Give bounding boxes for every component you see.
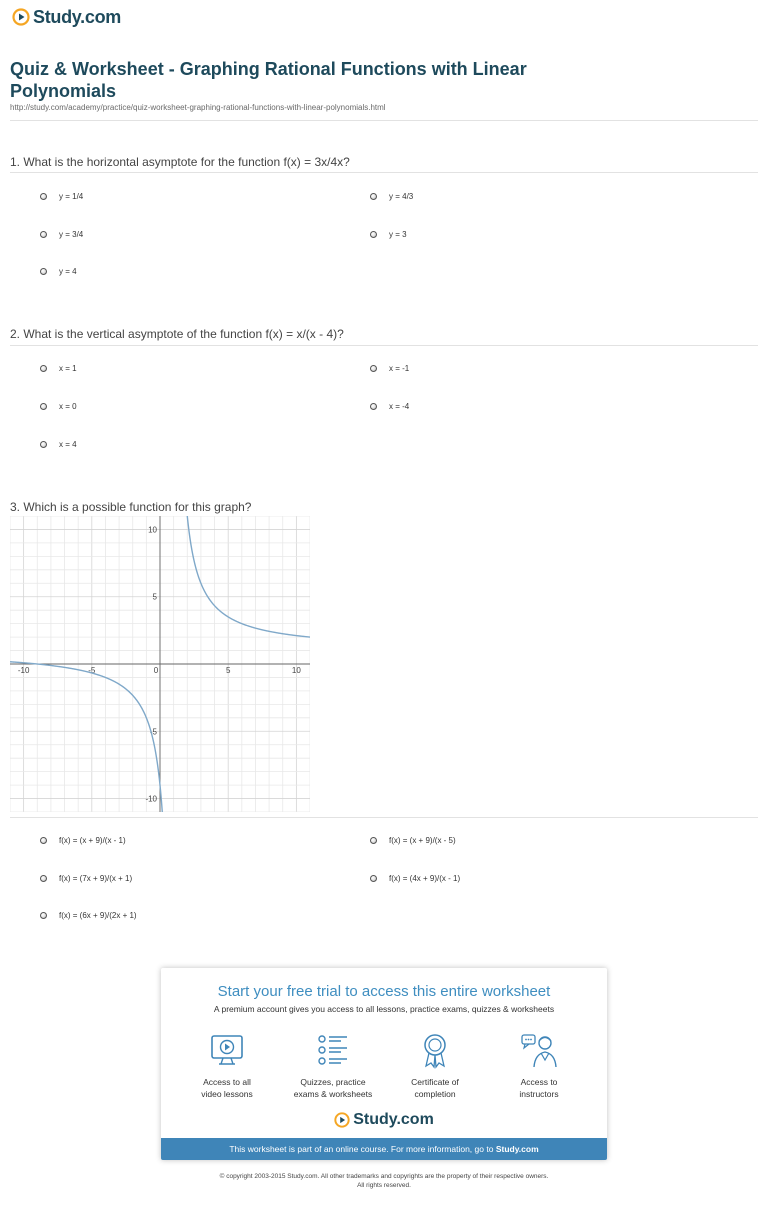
- option-label: f(x) = (6x + 9)/(2x + 1): [59, 911, 137, 920]
- option-label: x = 1: [59, 364, 77, 373]
- option-q3-a[interactable]: [40, 836, 126, 845]
- option-label: x = -4: [389, 402, 410, 411]
- option-q2-a[interactable]: [40, 364, 77, 373]
- function-graph: [10, 516, 310, 812]
- y-tick-label: -10: [145, 794, 157, 804]
- copyright-line: All rights reserved.: [357, 1182, 411, 1189]
- option-q2-d[interactable]: [370, 402, 409, 411]
- feature-label: Access to all video lessons: [201, 1077, 253, 1099]
- feature-video-lessons: [177, 1030, 277, 1100]
- option-label: y = 1/4: [59, 192, 84, 201]
- x-tick-label: 10: [291, 666, 301, 675]
- option-q1-c[interactable]: [40, 230, 83, 239]
- feature-quizzes: [283, 1030, 383, 1100]
- video-lesson-icon: [207, 1030, 247, 1070]
- option-label: y = 4/3: [389, 192, 414, 201]
- option-label: y = 3/4: [59, 230, 84, 239]
- radio-button[interactable]: [40, 193, 47, 200]
- option-q2-e[interactable]: [40, 440, 77, 449]
- option-label: f(x) = (4x + 9)/(x - 1): [389, 874, 461, 883]
- course-info-banner: [161, 1138, 607, 1160]
- option-q1-a[interactable]: [40, 192, 83, 201]
- option-label: x = -1: [389, 364, 410, 373]
- radio-button[interactable]: [40, 875, 47, 882]
- quiz-list-icon: [313, 1030, 353, 1070]
- play-logo-icon: [12, 8, 30, 26]
- radio-button[interactable]: [370, 231, 377, 238]
- page-title: Quiz & Worksheet - Graphing Rational Functions with Linear Polynomials: [10, 59, 527, 101]
- instructor-icon: [519, 1030, 559, 1070]
- trial-subline: A premium account gives you access to all lessons, practice exams, quizzes & worksheets: [213, 1004, 555, 1014]
- divider: [10, 345, 758, 346]
- radio-button[interactable]: [370, 193, 377, 200]
- divider: [10, 817, 758, 818]
- option-label: y = 4: [59, 267, 77, 276]
- option-q3-d[interactable]: [370, 874, 460, 883]
- feature-certificate: [385, 1030, 485, 1100]
- question-2: 2. What is the vertical asymptote of the function f(x) = x/(x - 4)?: [10, 327, 344, 341]
- play-logo-icon: [334, 1112, 350, 1128]
- x-tick-label: -10: [17, 666, 30, 675]
- option-label: y = 3: [389, 230, 407, 239]
- curve-left-branch: [10, 662, 163, 812]
- y-tick-label: 5: [152, 592, 157, 602]
- option-q3-c[interactable]: [40, 874, 132, 883]
- option-q1-e[interactable]: [40, 267, 77, 276]
- radio-button[interactable]: [40, 441, 47, 448]
- radio-button[interactable]: [370, 837, 377, 844]
- option-label: f(x) = (x + 9)/(x - 1): [59, 836, 126, 845]
- free-trial-card: [161, 968, 607, 1160]
- trial-headline[interactable]: Start your free trial to access this entire worksheet: [217, 983, 551, 1000]
- x-tick-label: 0: [153, 666, 159, 675]
- feature-label: Certificate of completion: [411, 1077, 459, 1099]
- option-q3-e[interactable]: [40, 911, 137, 920]
- option-q3-b[interactable]: [370, 836, 456, 845]
- study-logo[interactable]: [12, 6, 121, 28]
- radio-button[interactable]: [370, 365, 377, 372]
- option-q2-c[interactable]: [40, 402, 77, 411]
- option-label: x = 4: [59, 440, 77, 449]
- divider: [10, 172, 758, 173]
- radio-button[interactable]: [370, 875, 377, 882]
- option-label: f(x) = (7x + 9)/(x + 1): [59, 874, 133, 883]
- feature-instructors: [489, 1030, 589, 1100]
- x-tick-label: 5: [225, 666, 231, 675]
- radio-button[interactable]: [40, 837, 47, 844]
- radio-button[interactable]: [40, 403, 47, 410]
- radio-button[interactable]: [40, 365, 47, 372]
- radio-button[interactable]: [40, 912, 47, 919]
- y-tick-label: -5: [149, 727, 157, 737]
- feature-label: Access to instructors: [519, 1077, 559, 1099]
- option-q2-b[interactable]: [370, 364, 409, 373]
- logo-text: Study.com: [33, 6, 121, 27]
- option-q1-b[interactable]: [370, 192, 413, 201]
- radio-button[interactable]: [40, 231, 47, 238]
- banner-text: This worksheet is part of an online course. For more information, go to: [229, 1144, 496, 1154]
- option-label: x = 0: [59, 402, 77, 411]
- question-3: 3. Which is a possible function for this graph?: [10, 500, 252, 514]
- feature-label: Quizzes, practice exams & worksheets: [293, 1077, 373, 1099]
- banner-link[interactable]: Study.com: [495, 1144, 539, 1154]
- option-q1-d[interactable]: [370, 230, 407, 239]
- option-label: f(x) = (x + 9)/(x - 5): [389, 836, 456, 845]
- radio-button[interactable]: [370, 403, 377, 410]
- source-url: http://study.com/academy/practice/quiz-worksheet-graphing-rational-functions-with-linear-polynomials.html: [10, 103, 386, 112]
- divider: [10, 120, 758, 121]
- radio-button[interactable]: [40, 268, 47, 275]
- y-tick-label: 10: [148, 525, 157, 535]
- logo-text: Study.com: [353, 1111, 434, 1128]
- curve-right-branch: [186, 516, 310, 637]
- copyright-line: © copyright 2003-2015 Study.com. All other trademarks and copyrights are the property of their respective owners.: [219, 1173, 549, 1180]
- x-tick-label: -5: [88, 666, 96, 675]
- question-1: 1. What is the horizontal asymptote for the function f(x) = 3x/4x?: [10, 155, 350, 169]
- card-study-logo: [161, 1111, 607, 1129]
- graph-svg: [10, 516, 310, 812]
- copyright: [0, 1172, 768, 1190]
- certificate-icon: [415, 1030, 455, 1070]
